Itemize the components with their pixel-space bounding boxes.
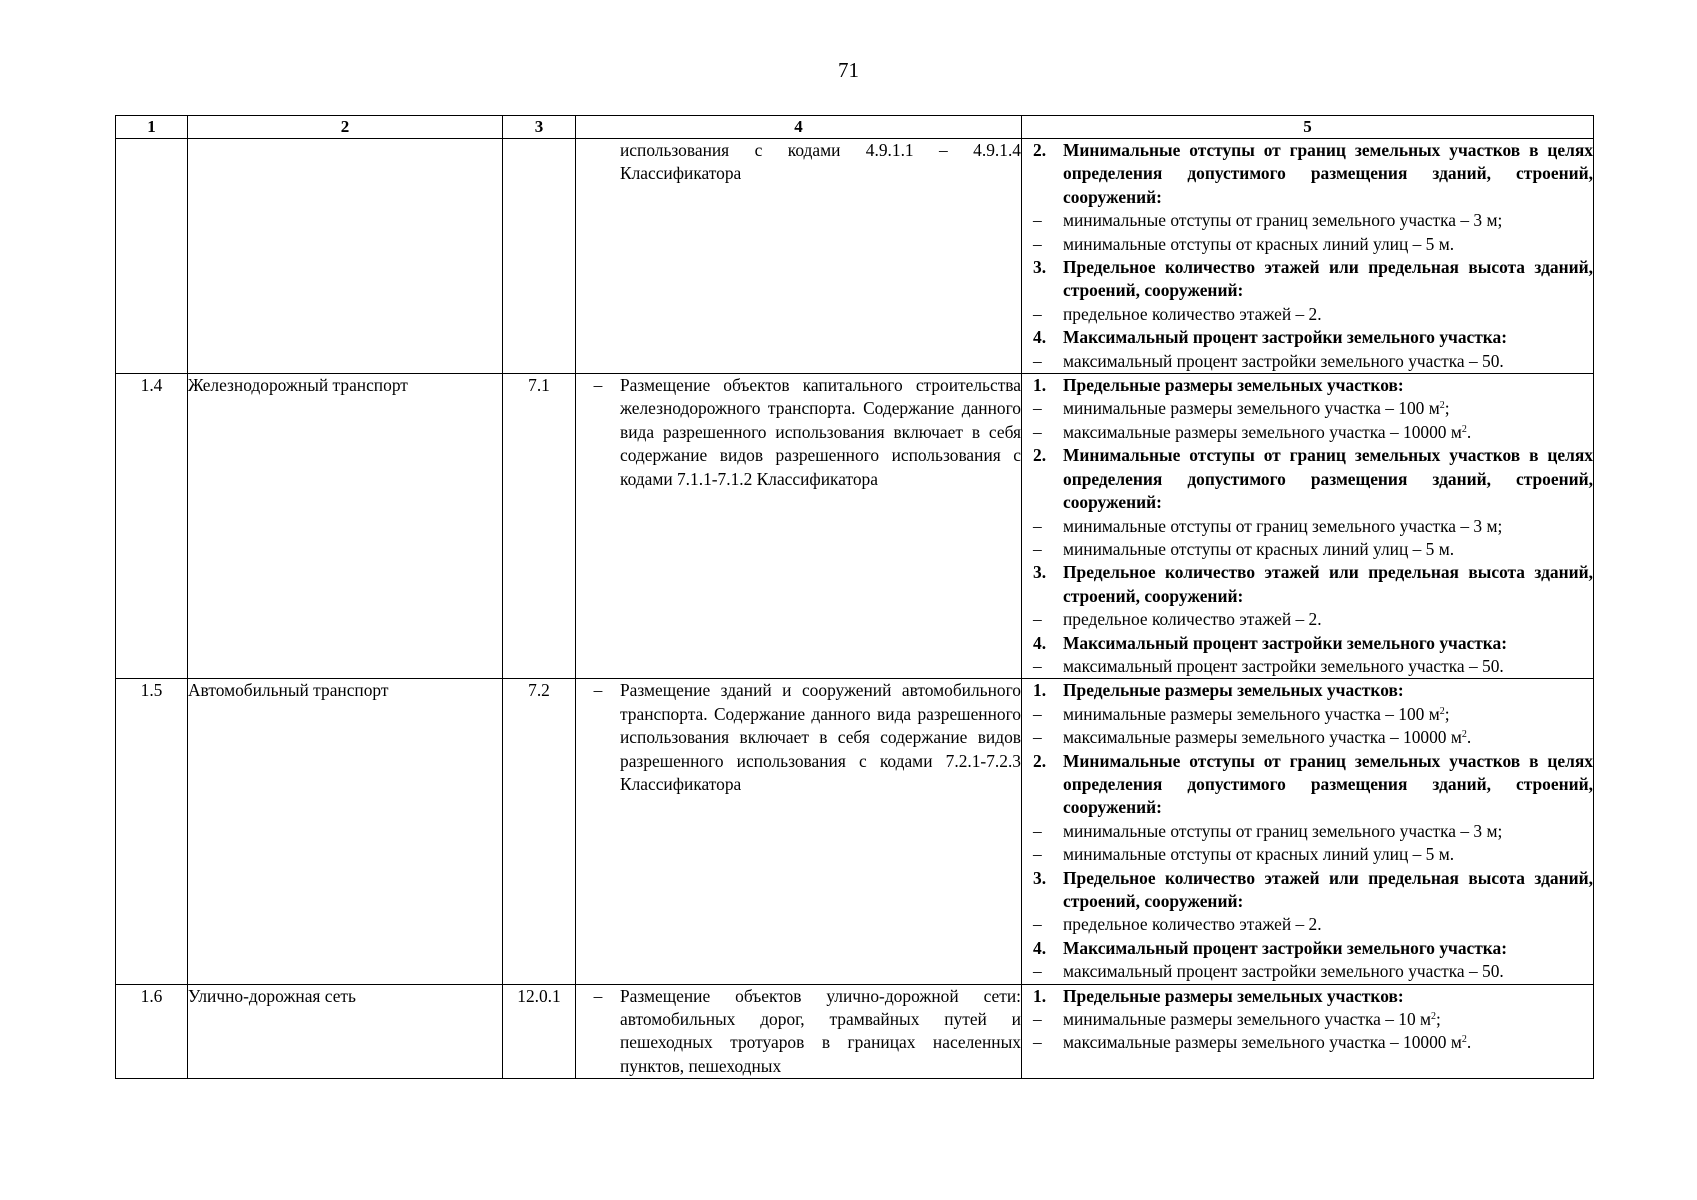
description-text: использования с кодами 4.9.1.1 – 4.9.1.4 Классификатора <box>620 140 1021 184</box>
parameter-marker: 4. <box>1033 632 1047 653</box>
parameter-text: Предельное количество этажей или предельная высота зданий, строений, сооружений: <box>1063 562 1593 606</box>
parameter-marker: 4. <box>1033 327 1047 348</box>
parameter-text-wrap <box>1063 326 1593 349</box>
parameter-item <box>1033 303 1593 326</box>
parameter-marker: – <box>1033 398 1042 419</box>
parameter-text: максимальные размеры земельного участка – 10000 м <box>1063 727 1462 748</box>
parameter-text-wrap <box>1063 655 1593 678</box>
parameter-text-tail: ; <box>1444 703 1450 724</box>
use-description-cell <box>576 374 1022 679</box>
description-dash <box>576 139 620 186</box>
parameter-text: Минимальные отступы от границ земельных участков в целях определения допустимого размещения зданий, строений, сооружений: <box>1063 750 1593 818</box>
parameter-text-wrap <box>1063 632 1593 655</box>
header-col-1: 1 <box>116 116 188 139</box>
parameter-text-tail: . <box>1466 727 1472 748</box>
parameter-item <box>1033 1008 1593 1031</box>
parameter-item <box>1033 820 1593 843</box>
parameter-text: минимальные отступы от границ земельного участка – 3 м; <box>1063 820 1503 841</box>
parameter-marker: 3. <box>1033 562 1047 583</box>
parameter-marker: – <box>1033 515 1042 536</box>
parameter-text: предельное количество этажей – 2. <box>1063 303 1322 324</box>
description-text: Размещение объектов капитального строительства железнодорожного транспорта. Содержание данного вида разрешенного использования включает в себя содержание видов разрешенного использования с кодами 7.1.1-7.1.2 Классификатора <box>620 375 1021 489</box>
parameter-item <box>1033 726 1593 749</box>
parameter-item <box>1033 397 1593 420</box>
row-number-cell: 1.5 <box>116 679 188 984</box>
parameter-heading <box>1033 139 1593 209</box>
parameter-text: максимальный процент застройки земельного участка – 50. <box>1063 961 1504 982</box>
parameter-heading <box>1033 679 1593 702</box>
parameter-text: минимальные отступы от границ земельного участка – 3 м; <box>1063 210 1503 231</box>
parameter-item <box>1033 421 1593 444</box>
parameter-text-wrap <box>1063 350 1593 373</box>
parameter-text: максимальные размеры земельного участка – 10000 м <box>1063 1032 1462 1053</box>
parameter-text: Предельное количество этажей или предельная высота зданий, строений, сооружений: <box>1063 257 1593 301</box>
parameter-text-wrap <box>1063 1031 1593 1054</box>
use-code-cell <box>503 139 576 374</box>
parameter-text-wrap <box>1063 843 1593 866</box>
description-dash: – <box>593 680 603 701</box>
parameter-text-wrap <box>1063 985 1593 1008</box>
header-col-3: 3 <box>503 116 576 139</box>
parameter-marker: – <box>1033 233 1042 254</box>
row-number-cell: 1.6 <box>116 984 188 1079</box>
parameter-marker: – <box>1033 350 1042 371</box>
table-row <box>116 139 1594 374</box>
use-description-cell <box>576 139 1022 374</box>
parameter-text: минимальные отступы от границ земельного участка – 3 м; <box>1063 515 1503 536</box>
parameter-heading <box>1033 632 1593 655</box>
parameter-text-wrap <box>1063 703 1593 726</box>
parameter-text-tail: ; <box>1436 1009 1441 1030</box>
parameters-cell <box>1022 984 1594 1079</box>
parameter-text-wrap <box>1063 820 1593 843</box>
unit-superscript: 2 <box>1431 1011 1437 1023</box>
parameter-item <box>1033 843 1593 866</box>
parameter-item <box>1033 703 1593 726</box>
parameter-item <box>1033 960 1593 983</box>
parameter-text-wrap <box>1063 937 1593 960</box>
use-name-cell: Улично-дорожная сеть <box>188 984 503 1079</box>
parameter-heading <box>1033 937 1593 960</box>
page-number: 71 <box>838 58 859 82</box>
parameter-text-wrap <box>1063 726 1593 749</box>
unit-superscript: 2 <box>1439 705 1445 717</box>
parameter-text-tail: . <box>1466 1032 1472 1053</box>
description-dash: – <box>593 375 603 396</box>
parameter-text-wrap <box>1063 538 1593 561</box>
parameter-heading <box>1033 326 1593 349</box>
parameter-marker: – <box>1033 609 1042 630</box>
row-number-cell: 1.4 <box>116 374 188 679</box>
parameter-text: Предельные размеры земельных участков: <box>1063 375 1404 396</box>
parameter-text-wrap <box>1063 1008 1593 1031</box>
parameter-marker: – <box>1033 961 1042 982</box>
parameter-text-wrap <box>1063 374 1593 397</box>
parameter-item <box>1033 608 1593 631</box>
parameter-text: максимальный процент застройки земельного участка – 50. <box>1063 655 1504 676</box>
parameter-marker: – <box>1033 303 1042 324</box>
parameter-text: предельное количество этажей – 2. <box>1063 609 1322 630</box>
parameter-text: минимальные отступы от красных линий улиц – 5 м. <box>1063 233 1455 254</box>
parameter-text: Предельные размеры земельных участков: <box>1063 680 1404 701</box>
header-col-5: 5 <box>1022 116 1594 139</box>
parameter-text-wrap <box>1063 608 1593 631</box>
unit-superscript: 2 <box>1461 729 1467 741</box>
table-header-row <box>116 116 1594 139</box>
parameter-heading <box>1033 985 1593 1008</box>
use-description-cell <box>576 679 1022 984</box>
parameter-text-wrap <box>1063 561 1593 608</box>
parameter-text-wrap <box>1063 960 1593 983</box>
header-col-2: 2 <box>188 116 503 139</box>
parameter-marker: 1. <box>1033 375 1047 396</box>
parameter-marker: – <box>1033 703 1042 724</box>
parameter-item <box>1033 515 1593 538</box>
unit-superscript: 2 <box>1439 400 1445 412</box>
parameter-text-tail: . <box>1466 421 1472 442</box>
parameter-text: Минимальные отступы от границ земельных участков в целях определения допустимого размещения зданий, строений, сооружений: <box>1063 445 1593 513</box>
parameter-text: максимальные размеры земельного участка – 10000 м <box>1063 421 1462 442</box>
parameter-text: минимальные отступы от красных линий улиц – 5 м. <box>1063 844 1455 865</box>
parameter-text: минимальные отступы от красных линий улиц – 5 м. <box>1063 538 1455 559</box>
parameter-item <box>1033 233 1593 256</box>
parameters-cell <box>1022 374 1594 679</box>
table-row <box>116 374 1594 679</box>
parameter-heading <box>1033 750 1593 820</box>
parameter-marker: – <box>1033 538 1042 559</box>
parameter-text-tail: ; <box>1444 398 1450 419</box>
parameters-cell <box>1022 139 1594 374</box>
parameter-text-wrap <box>1063 679 1593 702</box>
use-code-cell: 7.1 <box>503 374 576 679</box>
parameter-text: Максимальный процент застройки земельного участка: <box>1063 937 1508 958</box>
parameter-marker: 3. <box>1033 867 1047 888</box>
parameter-marker: – <box>1033 421 1042 442</box>
parameter-item <box>1033 209 1593 232</box>
parameter-marker: – <box>1033 844 1042 865</box>
parameter-marker: 2. <box>1033 140 1047 160</box>
parameter-text: максимальный процент застройки земельного участка – 50. <box>1063 350 1504 371</box>
parameter-marker: 4. <box>1033 937 1047 958</box>
unit-superscript: 2 <box>1461 1034 1467 1046</box>
parameter-marker: 2. <box>1033 445 1047 466</box>
use-name-cell: Железнодорожный транспорт <box>188 374 503 679</box>
parameter-text: минимальные размеры земельного участка – 100 м <box>1063 398 1440 419</box>
parameter-item <box>1033 655 1593 678</box>
parameter-marker: 3. <box>1033 257 1047 278</box>
table-body <box>116 139 1594 1079</box>
description-text: Размещение объектов улично-дорожной сети: автомобильных дорог, трамвайных путей и пешеходных тротуаров в границах населенных пунктов, пешеходных <box>620 985 1021 1076</box>
table-row <box>116 984 1594 1079</box>
use-name-cell <box>188 139 503 374</box>
parameter-text: Минимальные отступы от границ земельных участков в целях определения допустимого размещения зданий, строений, сооружений: <box>1063 140 1593 207</box>
parameter-marker: 1. <box>1033 680 1047 701</box>
parameter-text-wrap <box>1063 421 1593 444</box>
parameter-text: минимальные размеры земельного участка – 10 м <box>1063 1009 1432 1030</box>
parameter-marker: – <box>1033 1032 1042 1053</box>
parameter-text: Максимальный процент застройки земельного участка: <box>1063 327 1508 348</box>
parameter-marker: – <box>1033 210 1042 231</box>
parameter-text-wrap <box>1063 913 1593 936</box>
use-name-cell: Автомобильный транспорт <box>188 679 503 984</box>
parameter-marker: – <box>1033 820 1042 841</box>
parameter-text-wrap <box>1063 444 1593 514</box>
table-row <box>116 679 1594 984</box>
parameter-text-wrap <box>1063 867 1593 914</box>
parameter-heading <box>1033 444 1593 514</box>
parameter-marker: 2. <box>1033 750 1047 771</box>
description-dash: – <box>593 985 603 1006</box>
parameter-heading <box>1033 867 1593 914</box>
parameter-item <box>1033 538 1593 561</box>
parameter-text-wrap <box>1063 139 1593 209</box>
parameter-text-wrap <box>1063 515 1593 538</box>
parameter-text-wrap <box>1063 750 1593 820</box>
parameter-heading <box>1033 256 1593 303</box>
parameter-text-wrap <box>1063 233 1593 256</box>
header-col-4: 4 <box>576 116 1022 139</box>
use-description-cell <box>576 984 1022 1079</box>
parameter-text: Максимальный процент застройки земельного участка: <box>1063 632 1508 653</box>
parameter-marker: – <box>1033 1009 1042 1030</box>
parameter-marker: – <box>1033 655 1042 676</box>
parameter-text: Предельные размеры земельных участков: <box>1063 985 1404 1006</box>
use-code-cell: 12.0.1 <box>503 984 576 1079</box>
parameters-cell <box>1022 679 1594 984</box>
parameter-item <box>1033 913 1593 936</box>
parameter-marker: – <box>1033 727 1042 748</box>
parameter-marker: – <box>1033 914 1042 935</box>
row-number-cell <box>116 139 188 374</box>
parameter-text-wrap <box>1063 209 1593 232</box>
parameter-text: минимальные размеры земельного участка – 100 м <box>1063 703 1440 724</box>
parameter-text: предельное количество этажей – 2. <box>1063 914 1322 935</box>
parameter-marker: 1. <box>1033 985 1047 1006</box>
parameter-heading <box>1033 374 1593 397</box>
parameter-item <box>1033 350 1593 373</box>
regulations-table <box>115 115 1594 1079</box>
parameter-item <box>1033 1031 1593 1054</box>
parameter-text-wrap <box>1063 303 1593 326</box>
description-text: Размещение зданий и сооружений автомобильного транспорта. Содержание данного вида разрешенного использования включает в себя содержание видов разрешенного использования с кодами 7.2.1-7.2.3 Классификатора <box>620 680 1021 794</box>
parameter-text: Предельное количество этажей или предельная высота зданий, строений, сооружений: <box>1063 867 1593 911</box>
parameter-text-wrap <box>1063 397 1593 420</box>
use-code-cell: 7.2 <box>503 679 576 984</box>
parameter-heading <box>1033 561 1593 608</box>
unit-superscript: 2 <box>1461 423 1467 435</box>
parameter-text-wrap <box>1063 256 1593 303</box>
